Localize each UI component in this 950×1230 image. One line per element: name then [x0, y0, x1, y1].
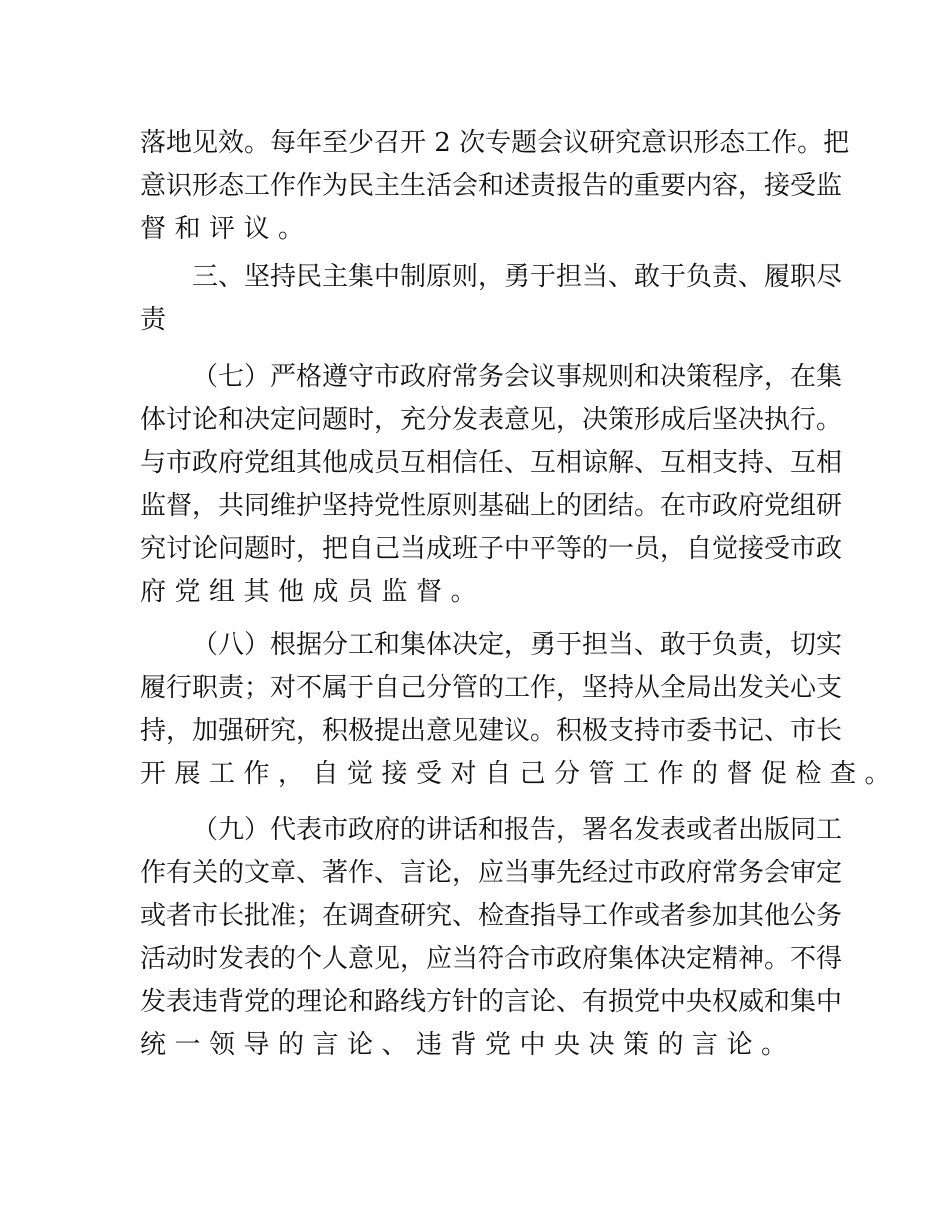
- paragraph-item-9: [140, 809, 843, 1067]
- text-line: （九）代表市政府的讲话和报告，署名发表或者出版同工: [192, 815, 843, 845]
- text-line: 开展工作，自觉接受对自己分管工作的督促检查。: [140, 759, 900, 789]
- section-heading-three: [140, 256, 843, 342]
- text-line: 统一领导的言论、违背党中央决策的言论。: [140, 1030, 796, 1060]
- text-line: 持，加强研究，积极提出意见建议。积极支持市委书记、市长: [140, 716, 843, 746]
- text-line: 究讨论问题时，把自己当成班子中平等的一员，自觉接受市政: [140, 534, 843, 564]
- text-line: 落地见效。每年至少召开 2 次专题会议研究意识形态工作。把: [140, 128, 850, 158]
- text-line: 活动时发表的个人意见，应当符合市政府集体决定精神。不得: [140, 944, 843, 974]
- text-line: 与市政府党组其他成员互相信任、互相谅解、互相支持、互相: [140, 448, 843, 478]
- text-line: 履行职责；对不属于自己分管的工作，坚持从全局出发关心支: [140, 673, 843, 703]
- text-line: 意识形态工作作为民主生活会和述责报告的重要内容，接受监: [140, 171, 843, 201]
- text-line: 体讨论和决定问题时，充分发表意见，决策形成后坚决执行。: [140, 405, 843, 435]
- text-line: 发表违背党的理论和路线方针的言论、有损党中央权威和集中: [140, 987, 843, 1017]
- text-line: 作有关的文章、著作、言论，应当事先经过市政府常务会审定: [140, 858, 843, 888]
- text-line: 府党组其他成员监督。: [140, 577, 486, 607]
- text-line: （七）严格遵守市政府常务会议事规则和决策程序，在集: [192, 362, 843, 392]
- text-line: 督和评议。: [140, 214, 313, 244]
- paragraph-item-7: [140, 356, 843, 614]
- text-line: 监督，共同维护坚持党性原则基础上的团结。在市政府党组研: [140, 491, 843, 521]
- text-line: （八）根据分工和集体决定，勇于担当、敢于负责，切实: [192, 630, 843, 660]
- paragraph-ideology-continuation: [140, 122, 850, 251]
- text-line: 或者市长批准；在调查研究、检查指导工作或者参加其他公务: [140, 901, 843, 931]
- text-line: 责: [140, 305, 175, 335]
- text-line: 三、坚持民主集中制原则，勇于担当、敢于负责、履职尽: [192, 262, 843, 292]
- paragraph-item-8: [140, 624, 900, 796]
